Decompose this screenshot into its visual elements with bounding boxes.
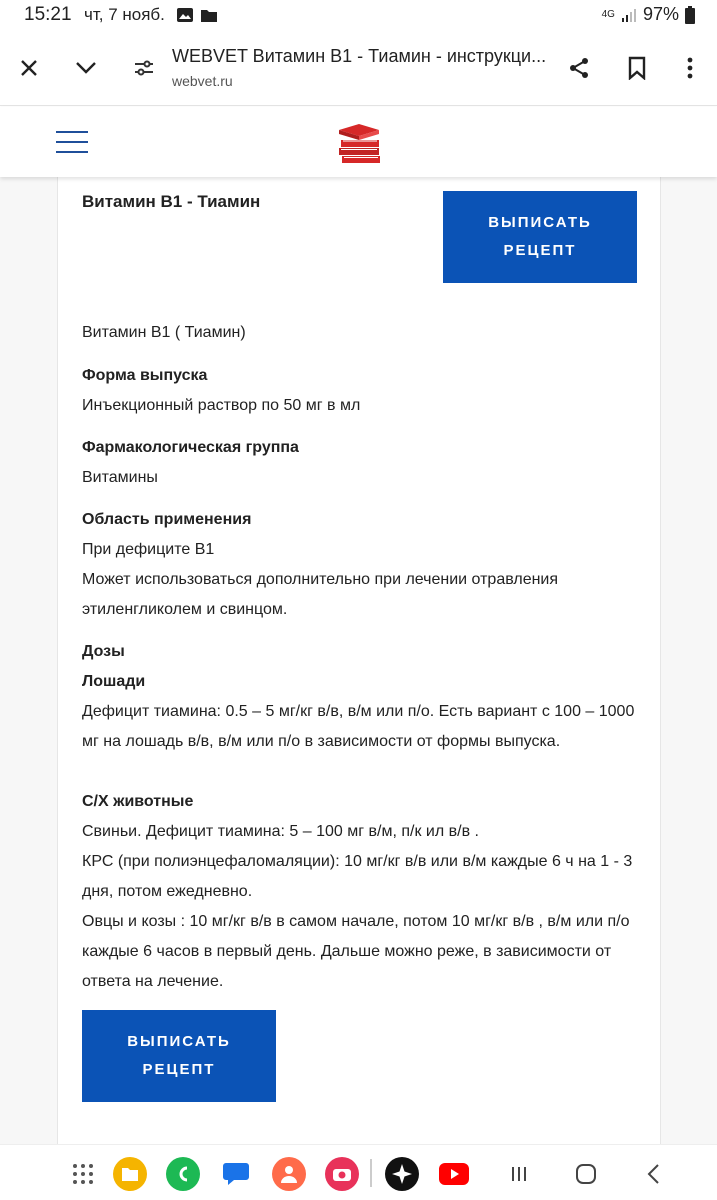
page-url: webvet.ru [172,73,233,89]
form-heading: Форма выпуска [82,367,208,384]
prescribe-label-line2: РЕЦЕПТ [503,242,577,259]
prescribe-label-line2: РЕЦЕПТ [142,1061,216,1078]
navigation-bar [0,1144,717,1200]
more-vert-icon [687,57,693,79]
ai-assistant-app-icon[interactable] [385,1157,419,1191]
signal-icon [621,7,637,23]
battery-icon [685,6,695,24]
phone-app-icon[interactable] [166,1157,200,1191]
back-icon [646,1163,660,1185]
books-logo-icon[interactable] [333,120,385,168]
area-line2: Может использоваться дополнительно при лечении отравления этиленгликолем и свинцом. [82,571,559,618]
custom-tab-toolbar [0,30,717,106]
prescribe-label-line1: ВЫПИСАТЬ [127,1033,231,1050]
close-icon [19,58,39,78]
status-date: чт, 7 нояб. [84,5,165,24]
share-button[interactable] [559,48,599,88]
network-label: 4G [601,8,615,20]
status-bar [0,0,717,30]
youtube-app-icon[interactable] [437,1157,471,1191]
chevron-down-icon [75,61,97,75]
nav-separator [370,1159,372,1187]
group-heading: Фармакологическая группа [82,439,299,456]
prescribe-label-line1: ВЫПИСАТЬ [488,214,592,231]
camera-app-icon[interactable] [325,1157,359,1191]
doses-heading: Дозы [82,643,125,660]
form-text: Инъекционный раствор по 50 мг в мл [82,397,361,414]
prescribe-button-top[interactable] [443,191,637,283]
area-heading: Область применения [82,511,252,528]
page-title: WEBVET Витамин В1 - Тиамин - инструкци... [172,46,547,66]
status-time: 15:21 [24,4,72,25]
article-title: Витамин В1 - Тиамин [82,192,261,211]
menu-icon [56,131,88,133]
area-line1: При дефиците В1 [82,541,215,558]
close-button[interactable] [9,48,49,88]
messages-app-icon[interactable] [219,1157,253,1191]
home-button[interactable] [569,1157,603,1191]
contacts-app-icon[interactable] [272,1157,306,1191]
horses-heading: Лошади [82,673,146,690]
horses-text: Дефицит тиамина: 0.5 – 5 мг/кг в/в, в/м или п/о. Есть вариант с 100 – 1000 мг на лошадь в/в, в/м или п/о в зависимости от формы выпуска. [82,703,635,750]
bookmark-button[interactable] [617,48,657,88]
collapse-button[interactable] [66,48,106,88]
page-content [0,177,717,1144]
my-files-app-icon[interactable] [113,1157,147,1191]
sheep-text: Овцы и козы : 10 мг/кг в/в в самом начале, потом 10 мг/кг в/в , в/м или п/о каждые 6 часов в первый день. Дальше можно реже, в зависимости от ответа на лечение. [82,913,630,990]
home-icon [575,1163,597,1185]
bookmark-icon [628,56,646,80]
recent-apps-button[interactable] [502,1157,536,1191]
recents-icon [509,1164,529,1184]
pigs-text: Свиньи. Дефицит тиамина: 5 – 100 мг в/м, п/к ил в/в . [82,823,479,840]
group-text: Витамины [82,469,158,486]
cattle-text: КРС (при полиэнцефаломаляции): 10 мг/кг в/в или в/м каждые 6 ч на 1 - 3 дня, потом ежедневно. [82,853,633,900]
drug-name: Витамин В1 ( Тиамин) [82,324,246,341]
site-header [0,107,717,177]
tune-icon [133,58,155,78]
page-info-button[interactable] [124,48,164,88]
more-options-button[interactable] [670,48,710,88]
prescribe-button-bottom[interactable] [82,1010,276,1102]
share-icon [567,56,591,80]
app-drawer-icon[interactable] [66,1157,100,1191]
menu-button[interactable] [56,131,88,153]
back-button[interactable] [636,1157,670,1191]
article-card [57,177,661,1144]
folder-icon [200,6,218,24]
battery-level: 97% [642,4,679,24]
farm-heading: С/Х животные [82,793,194,810]
gallery-icon [176,6,194,24]
